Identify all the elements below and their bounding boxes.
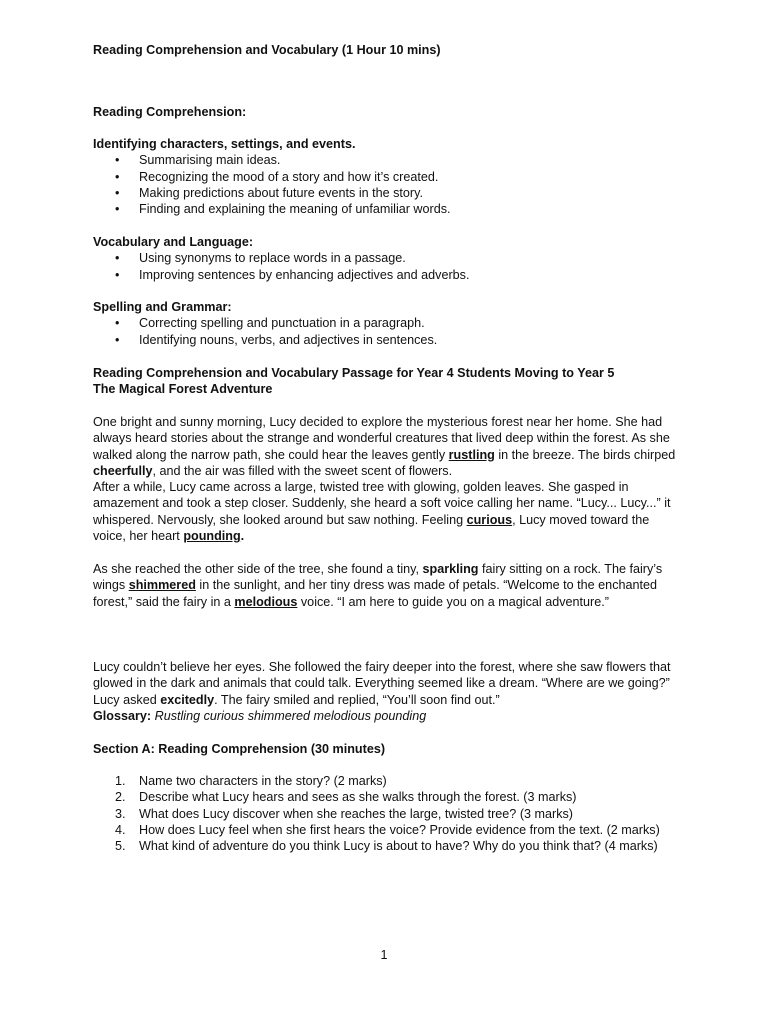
list-item: • Improving sentences by enhancing adjectives and adverbs.: [93, 267, 678, 283]
list-item: • Using synonyms to replace words in a passage.: [93, 250, 678, 266]
vocab-word-curious: curious: [466, 512, 513, 527]
section-characters-list: [93, 152, 678, 217]
section-vocabulary-heading: Vocabulary and Language:: [93, 235, 254, 249]
passage-heading: Reading Comprehension and Vocabulary Passage for Year 4 Students Moving to Year 5: [93, 366, 615, 380]
list-item: • Identifying nouns, verbs, and adjectives in sentences.: [93, 332, 678, 348]
story-ending: [93, 659, 678, 724]
passage-header: [93, 365, 678, 398]
vocab-word-melodious: melodious: [234, 594, 298, 609]
story-paragraph-4: Lucy couldn’t believe her eyes. She followed the fairy deeper into the forest, where she saw flowers that glowed in the dark and animals that could talk. Everything seemed like a dream. “Where are we going?” Lucy asked excitedly. The fairy smiled and replied, “You’ll soon find out.”: [93, 660, 671, 707]
reading-comprehension-heading: Reading Comprehension:: [93, 105, 247, 119]
question-item: 4. How does Lucy feel when she first hears the voice? Provide evidence from the text. (2 marks): [115, 822, 660, 837]
glossary-words: Rustling curious shimmered melodious pounding: [154, 708, 427, 723]
list-item: • Correcting spelling and punctuation in a paragraph.: [93, 315, 678, 331]
list-item: • Finding and explaining the meaning of unfamiliar words.: [93, 201, 678, 217]
story-paragraph-1: One bright and sunny morning, Lucy decided to explore the mysterious forest near her home. She had always heard stories about the strange and wonderful creatures that lived deep within the forest. As she walked along the narrow path, she could hear the leaves gently rustling in the breeze. The birds chirped cheerfully, and the air was filled with the sweet scent of flowers.: [93, 415, 676, 478]
glossary: [93, 708, 678, 724]
document-title: Reading Comprehension and Vocabulary (1 Hour 10 mins): [93, 43, 441, 57]
vocab-word-rustling: rustling: [448, 447, 495, 462]
vocab-word-sparkling: sparkling: [422, 562, 479, 576]
story-paragraph-2: After a while, Lucy came across a large, twisted tree with glowing, golden leaves. She gasped in amazement and took a step closer. Suddenly, she heard a soft voice calling her name. “Lucy... Lucy...” it whispered. Nervously, she looked around but saw nothing. Feeling curious, Lucy moved toward the voice, her heart pounding.: [93, 480, 671, 544]
question-list: [93, 773, 678, 854]
question-item: 5. What kind of adventure do you think Lucy is about to have? Why do you think that? (4 marks): [115, 839, 658, 854]
section-characters: [93, 136, 678, 217]
section-characters-heading: Identifying characters, settings, and events.: [93, 137, 356, 151]
section-a-heading: Section A: Reading Comprehension (30 minutes): [93, 742, 386, 756]
story-paragraphs: [93, 414, 678, 544]
question-item: 1. Name two characters in the story? (2 marks): [115, 774, 387, 788]
section-vocabulary: [93, 234, 678, 283]
page-number: 1: [380, 948, 388, 962]
question-item: 2. Describe what Lucy hears and sees as she walks through the forest. (3 marks): [115, 790, 577, 805]
vocab-word-cheerfully: cheerfully: [93, 463, 153, 478]
section-spelling: [93, 299, 678, 348]
list-item: • Summarising main ideas.: [93, 152, 678, 168]
question-item: 3. What does Lucy discover when she reaches the large, twisted tree? (3 marks): [115, 806, 573, 821]
vocab-word-shimmered: shimmered: [128, 578, 196, 593]
section-spelling-list: [93, 315, 678, 348]
list-item: • Recognizing the mood of a story and how it’s created.: [93, 169, 678, 185]
vocab-word-pounding: pounding: [183, 529, 241, 544]
vocab-word-excitedly: excitedly: [160, 692, 215, 707]
story-paragraph-3: As she reached the other side of the tree, she found a tiny, sparkling fairy sitting on a rock. The fairy’s wings shimmered in the sunlight, and her tiny dress was made of petals. “Welcome to the enchanted forest,” said the fairy in a melodious voice. “I am here to guide you on a magical adventure.”: [93, 562, 663, 609]
glossary-label: Glossary:: [93, 708, 152, 723]
list-item: • Making predictions about future events in the story.: [93, 185, 678, 201]
section-vocabulary-list: [93, 250, 678, 283]
section-spelling-heading: Spelling and Grammar:: [93, 300, 232, 314]
story-title: The Magical Forest Adventure: [93, 382, 273, 397]
